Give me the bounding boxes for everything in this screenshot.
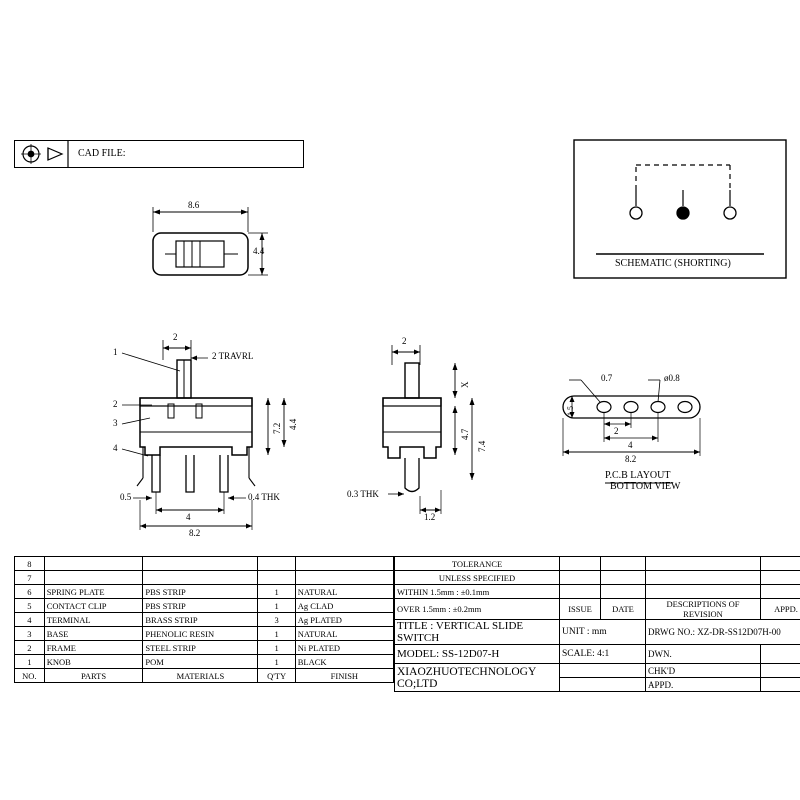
side-dim-03thk: 0.3 THK [347, 489, 379, 499]
bom-cell-no: 6 [15, 585, 45, 599]
unit-value: UNIT : mm [560, 620, 646, 645]
bom-header-parts: PARTS [44, 669, 143, 683]
bom-cell-no: 1 [15, 655, 45, 669]
appd-value [761, 678, 800, 692]
pcb-dim-07: 0.7 [601, 373, 613, 383]
bom-cell-qty: 3 [258, 613, 295, 627]
bom-cell-materials: PHENOLIC RESIN [143, 627, 258, 641]
bom-cell-qty: 1 [258, 641, 295, 655]
appd-col-header: APPD. [761, 599, 800, 620]
bom-cell-finish: NATURAL [295, 627, 393, 641]
tb-blank-4 [761, 557, 800, 571]
front-height-72: 7.2 [272, 422, 282, 434]
bom-cell-materials: STEEL STRIP [143, 641, 258, 655]
bom-row [15, 557, 394, 571]
front-travel-label: 2 TRAVRL [212, 351, 254, 361]
side-dim-x: X [460, 381, 470, 388]
tol-within: WITHIN 1.5mm : ±0.1mm [395, 585, 560, 599]
front-leader-3: 3 [113, 418, 118, 428]
pcb-caption-line2: BOTTOM VIEW [610, 481, 681, 492]
tb-blank-11 [646, 585, 761, 599]
bom-cell-parts: SPRING PLATE [44, 585, 143, 599]
model-value: MODEL: SS-12D07-H [395, 645, 560, 664]
bom-cell-materials: PBS STRIP [143, 585, 258, 599]
tb-blank-10 [601, 585, 646, 599]
topview-height-dim: 4.4 [253, 246, 265, 256]
descriptions-header: DESCRIPTIONS OF REVISION [646, 599, 761, 620]
front-height-44: 4.4 [288, 418, 298, 430]
dwn-value [761, 645, 800, 664]
drwg-no-value: DRWG NO.: XZ-DR-SS12D07H-00 [646, 620, 800, 645]
issue-header: ISSUE [560, 599, 601, 620]
pcb-dim-2: 2 [614, 426, 619, 436]
bom-header-row [15, 669, 394, 683]
bom-cell-parts: FRAME [44, 641, 143, 655]
bom-cell-finish: Ag PLATED [295, 613, 393, 627]
schematic-caption: SCHEMATIC (SHORTING) [615, 258, 731, 269]
tb-blank-8 [761, 571, 800, 585]
tb-blank-1 [560, 557, 601, 571]
bom-cell-materials: PBS STRIP [143, 599, 258, 613]
date-header: DATE [601, 599, 646, 620]
tb-blank-6 [601, 571, 646, 585]
tb-blank-5 [560, 571, 601, 585]
side-dim-74: 7.4 [477, 440, 487, 452]
bom-header-no: NO. [15, 669, 45, 683]
side-dim-47: 4.7 [460, 428, 470, 440]
bom-row [15, 655, 394, 669]
tol-over: OVER 1.5mm : ±0.2mm [395, 599, 560, 620]
bom-table [14, 556, 394, 683]
pcb-caption-line1: P.C.B LAYOUT [605, 470, 671, 481]
bom-cell-qty: 1 [258, 585, 295, 599]
bom-row [15, 585, 394, 599]
front-dim-82: 8.2 [189, 528, 201, 538]
front-dim-04thk: 0.4 THK [248, 492, 280, 502]
tolerance-sub: UNLESS SPECIFIED [395, 571, 560, 585]
bom-cell-materials [143, 557, 258, 571]
bom-cell-parts [44, 557, 143, 571]
title-block [394, 556, 798, 690]
tb-blank-9 [560, 585, 601, 599]
appd-label: APPD. [646, 678, 761, 692]
bom-cell-finish: Ag CLAD [295, 599, 393, 613]
bom-cell-qty [258, 571, 295, 585]
bom-cell-finish [295, 557, 393, 571]
topview-width-dim: 8.6 [188, 200, 200, 210]
pcb-dim-82: 8.2 [625, 454, 637, 464]
pcb-dim-d08: ø0.8 [664, 373, 680, 383]
side-dim-12: 1.2 [424, 512, 436, 522]
bom-row [15, 627, 394, 641]
pcb-dim-4: 4 [628, 440, 633, 450]
front-dim-4: 4 [186, 512, 191, 522]
tb-blank-14 [560, 678, 646, 692]
tolerance-label: TOLERANCE [395, 557, 560, 571]
company-name: XIAOZHUOTECHNOLOGY CO;LTD [395, 664, 560, 692]
bom-cell-no: 8 [15, 557, 45, 571]
bom-row [15, 599, 394, 613]
bom-cell-parts: BASE [44, 627, 143, 641]
front-leader-2: 2 [113, 399, 118, 409]
scale-value: SCALE: 4:1 [560, 645, 646, 664]
bom-cell-no: 7 [15, 571, 45, 585]
bom-cell-finish: NATURAL [295, 585, 393, 599]
front-travel-dim: 2 [173, 332, 178, 342]
tb-blank-13 [560, 664, 646, 678]
tb-blank-7 [646, 571, 761, 585]
pcb-dim-15: 1.5 [566, 406, 575, 416]
bom-row [15, 613, 394, 627]
bom-cell-parts: CONTACT CLIP [44, 599, 143, 613]
bom-header-qty: Q'TY [258, 669, 295, 683]
front-dim-05: 0.5 [120, 492, 132, 502]
bom-cell-no: 4 [15, 613, 45, 627]
front-leader-1: 1 [113, 347, 118, 357]
bom-cell-finish [295, 571, 393, 585]
bom-cell-parts: TERMINAL [44, 613, 143, 627]
bom-cell-no: 3 [15, 627, 45, 641]
bom-cell-materials [143, 571, 258, 585]
cad-file-label: CAD FILE: [78, 148, 126, 159]
dwn-label: DWN. [646, 645, 761, 664]
chkd-value [761, 664, 800, 678]
bom-cell-qty [258, 557, 295, 571]
bom-cell-materials: BRASS STRIP [143, 613, 258, 627]
bom-header-materials: MATERIALS [143, 669, 258, 683]
tb-blank-3 [646, 557, 761, 571]
bom-cell-no: 2 [15, 641, 45, 655]
bom-cell-finish: BLACK [295, 655, 393, 669]
tb-blank-2 [601, 557, 646, 571]
bom-cell-materials: POM [143, 655, 258, 669]
tb-blank-12 [761, 585, 800, 599]
bom-cell-qty: 1 [258, 627, 295, 641]
bom-header-finish: FINISH [295, 669, 393, 683]
side-top-dim: 2 [402, 336, 407, 346]
bom-cell-parts [44, 571, 143, 585]
front-leader-4: 4 [113, 443, 118, 453]
bom-cell-finish: Ni PLATED [295, 641, 393, 655]
bom-cell-qty: 1 [258, 655, 295, 669]
chkd-label: CHK'D [646, 664, 761, 678]
bom-row [15, 641, 394, 655]
bom-cell-qty: 1 [258, 599, 295, 613]
bom-cell-parts: KNOB [44, 655, 143, 669]
bom-cell-no: 5 [15, 599, 45, 613]
title-value: TITLE : VERTICAL SLIDE SWITCH [395, 620, 560, 645]
bom-row [15, 571, 394, 585]
